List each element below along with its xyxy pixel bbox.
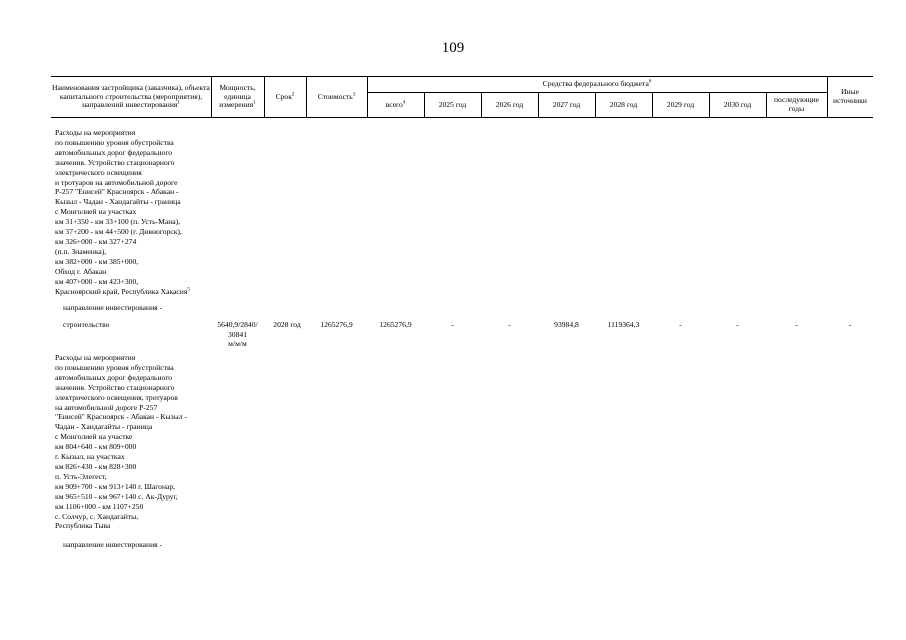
page-number: 109 — [441, 40, 465, 56]
header-name-note: 1 — [177, 100, 180, 106]
block1-total: 1265276,9 — [379, 320, 412, 329]
header-capacity-text: Мощность, единица измерения — [219, 82, 256, 110]
header-federal-budget — [367, 76, 827, 92]
header-total-note: 4 — [402, 100, 406, 106]
header-year-2029: 2029 год — [666, 99, 695, 109]
block1-cost: 1265276,9 — [320, 320, 353, 329]
block2-direction: направление инвестирования - — [63, 540, 163, 549]
header-year-2028: 2028 год — [609, 99, 638, 109]
header-federal-budget-note: 6 — [648, 79, 652, 85]
header-cost — [306, 76, 367, 118]
header-name-text: Наименования застройщика (заказчика), объекта капитального строительства (мероприятия), направлений инвестирования — [52, 82, 210, 110]
header-other-sources: Иные источники — [833, 87, 867, 105]
header-year-2027: 2027 год — [552, 99, 581, 109]
block1-description-note: 5 — [187, 286, 190, 292]
header-next-years: последующие годы — [773, 95, 820, 113]
block1-row-label: строительство — [63, 320, 110, 329]
block1-2027: 93984,8 — [554, 320, 579, 329]
header-capacity-note: 1 — [253, 100, 256, 106]
header-name — [51, 76, 211, 118]
block1-2029: - — [679, 320, 682, 329]
header-total — [367, 92, 424, 118]
block1-2025: - — [451, 320, 454, 329]
block1-2030: - — [736, 320, 739, 329]
table-header — [51, 76, 873, 118]
block1-next-years: - — [795, 320, 798, 329]
header-term-text: Срок — [275, 91, 292, 101]
header-year-2025: 2025 год — [438, 99, 467, 109]
header-cost-text: Стоимость — [317, 91, 353, 101]
header-year-2030: 2030 год — [723, 99, 752, 109]
block1-2028: 1119364,3 — [607, 320, 640, 329]
block1-description-text: Расходы на мероприятия по повышению уровня обустройства автомобильных дорог федерального значения. Устройство стационарного электрического освещения и тротуаров на автомобильной дороге Р-257 "Енисей" Красноярск - Абакан - Кызыл - Чадан - Хандагайты - граница с Монголией на участках км 31+350 - км 33+100 (п. Усть-Мана), км 37+200 - км 44+500 (г. Дивногорск), км 326+000 - км 327+274 (п.п. Знаменка), км 382+000 - км 385+000, Обход г. Абакан км 407+000 - км 423+300, Красноярский край, Республика Хакасия — [55, 128, 188, 296]
header-federal-budget-text: Средства федерального бюджета — [542, 78, 649, 88]
header-total-text: всего — [385, 99, 403, 109]
header-cost-note: 3 — [352, 92, 356, 98]
header-term-note: 2 — [291, 92, 295, 98]
block1-capacity: 5640,9/2840/ 30841 м/м/м — [217, 320, 258, 348]
header-capacity — [211, 76, 264, 118]
block1-direction: направление инвестирования - — [63, 303, 163, 312]
block1-2026: - — [508, 320, 511, 329]
block1-description — [55, 128, 190, 296]
header-term — [264, 76, 306, 118]
header-year-2026: 2026 год — [495, 99, 524, 109]
block1-term: 2028 год — [273, 320, 301, 329]
block2-description: Расходы на мероприятия по повышению уровня обустройства автомобильных дорог федерального значения. Устройство стационарного электрического освещения, тротуаров на автомобильной дороге Р-257 "Енисей" Красноярск - Абакан - Кызыл - Чадан - Хандагайты - граница с Монголией на участке км 804+640 - км 809+000 г. Кызыл, на участках км 826+430 - км 828+300 п. Усть-Элегест, км 909+700 - км 913+140 г. Шагонар, км 965+510 - км 967+140 с. Ак-Дуруг, км 1106+000 - км 1107+250 с. Солчур, с. Хандагайты, Республика Тыва — [55, 353, 187, 531]
block1-other-sources: - — [848, 320, 852, 329]
